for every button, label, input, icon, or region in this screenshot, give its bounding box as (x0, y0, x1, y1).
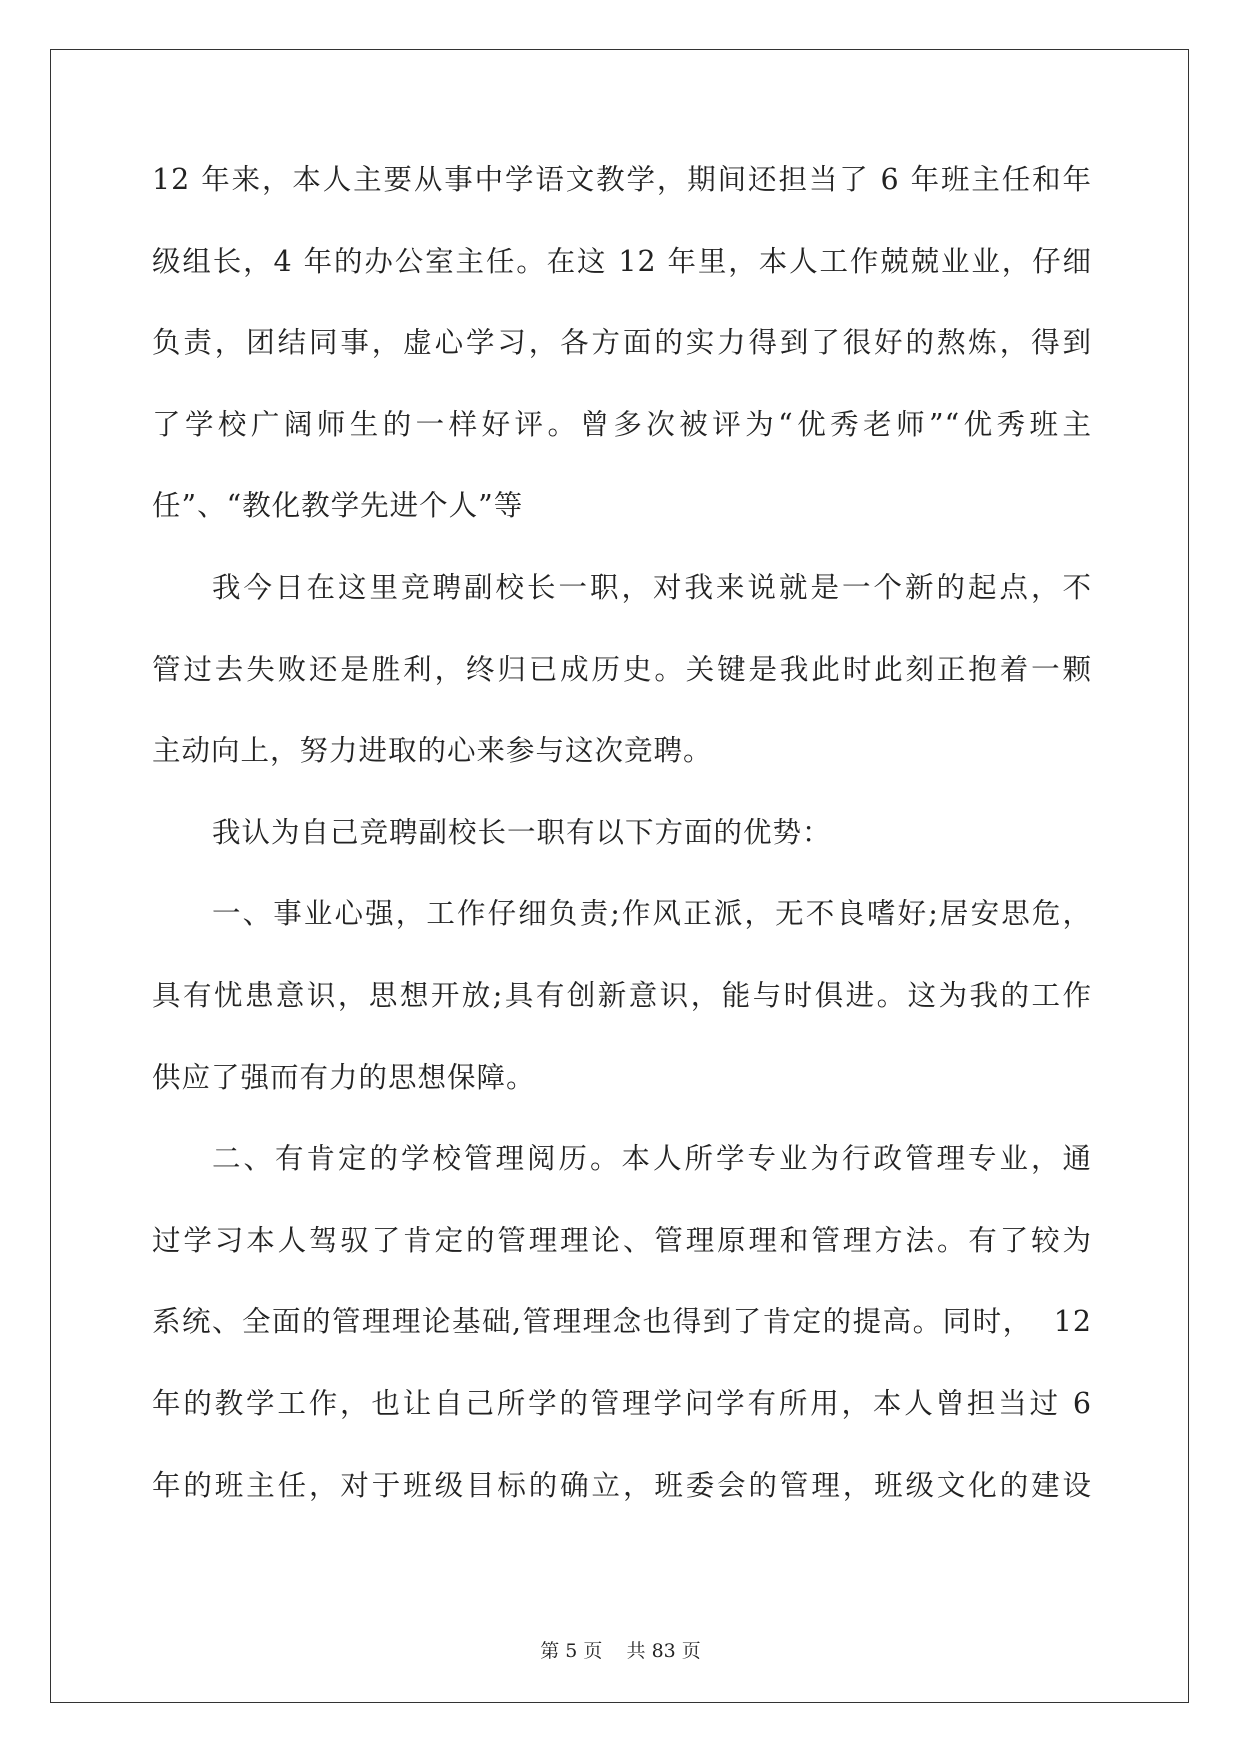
text-line: 12 年来，本人主要从事中学语文教学，期间还担当了 6 年班主任和年 (152, 163, 1092, 196)
page-total: 共 83 页 (626, 1640, 701, 1662)
text-line: 管过去失败还是胜利，终归已成历史。关键是我此时此刻正抱着一颗 (152, 652, 1092, 686)
text-line: 具有忧患意识，思想开放;具有创新意识，能与时俱进。这为我的工作 (152, 978, 1092, 1012)
text-line: 我认为自己竞聘副校长一职有以下方面的优势： (212, 815, 832, 849)
text-line: 供应了强而有力的思想保障。 (152, 1060, 536, 1094)
document-body (152, 160, 1092, 1547)
text-line: 我今日在这里竞聘副校长一职，对我来说就是一个新的起点，不 (212, 570, 1092, 604)
text-line: 级组长，4 年的办公室主任。在这 12 年里，本人工作兢兢业业，仔细 (152, 244, 1092, 278)
text-line: 二、有肯定的学校管理阅历。本人所学专业为行政管理专业，通 (212, 1142, 1092, 1176)
page-footer (0, 1636, 1241, 1663)
text-line: 任”、“教化教学先进个人”等 (152, 489, 524, 523)
text-line: 系统、全面的管理理论基础,管理理念也得到了肯定的提高。同时， 12 (152, 1305, 1092, 1339)
text-line: 负责，团结同事，虚心学习，各方面的实力得到了很好的熬炼，得到 (152, 326, 1092, 360)
page-number: 第 5 页 (540, 1640, 603, 1662)
text-line: 了学校广阔师生的一样好评。曾多次被评为“优秀老师”“优秀班主 (152, 407, 1092, 441)
text-line: 一、事业心强，工作仔细负责;作风正派，无不良嗜好;居安思危， (212, 897, 1092, 931)
text-line: 过学习本人驾驭了肯定的管理理论、管理原理和管理方法。有了较为 (152, 1223, 1092, 1257)
text-line: 年的班主任，对于班级目标的确立，班委会的管理，班级文化的建设 (152, 1468, 1092, 1502)
text-line: 主动向上，努力进取的心来参与这次竞聘。 (152, 734, 713, 768)
text-line: 年的教学工作，也让自己所学的管理学问学有所用，本人曾担当过 6 (152, 1386, 1092, 1420)
